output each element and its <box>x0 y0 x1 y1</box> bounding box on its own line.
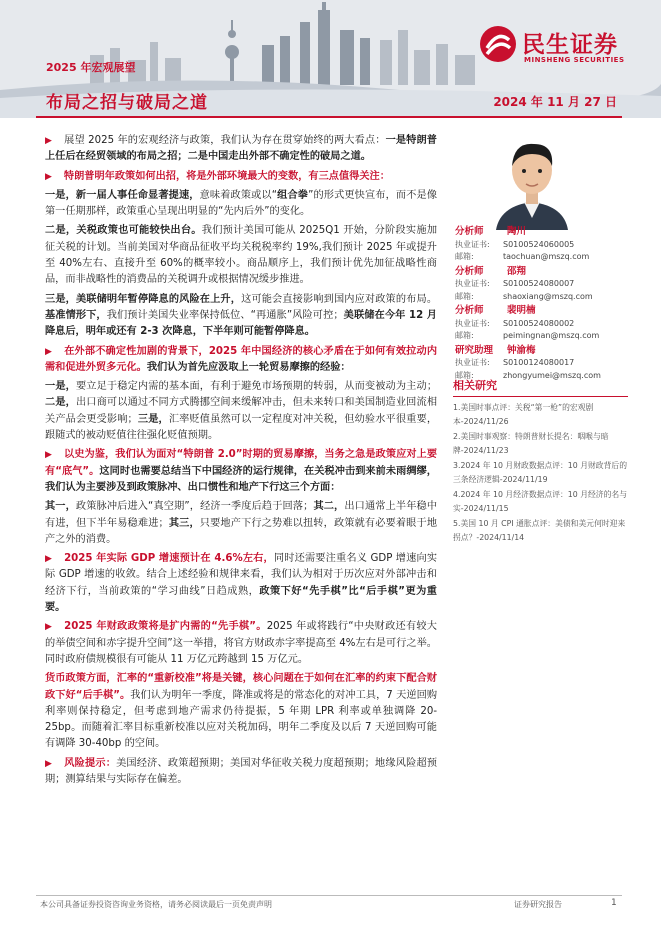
text-segment: 我们预计美国失业率保持低位、“再通胀”风险可控； <box>106 309 344 321</box>
text-segment-bold: 美联储在今年 12 月降息后，明年或还有 2-3 次降息，下半年则可能暂停降息。 <box>45 309 437 338</box>
analyst-name: 钟渝梅 <box>507 344 536 356</box>
text-segment-bold: 我们认为首先应汲取上一轮贸易摩擦的经验： <box>146 361 351 373</box>
text-segment-bold: 新一届人事任命显著提速， <box>75 189 200 201</box>
text-segment: 要立足于稳定内需的基本面，有利于避免市场预期的转弱，从而变被动为主动； <box>75 381 438 393</box>
email-label: 邮箱: <box>455 291 474 301</box>
paragraph-heading-trump <box>45 169 437 185</box>
text-segment-bold: 一是， <box>45 381 76 393</box>
bullet-triangle-icon: ▶ <box>45 136 53 146</box>
analyst-name: 邵翔 <box>507 265 527 277</box>
text-segment: 政策脉冲后进入“真空期”，经济一季度后趋于回落； <box>75 501 314 513</box>
text-segment-bold: 一是特朗普上任后在经贸领域的布局之招；二是中国走出外部不确定性的破局之道。 <box>45 135 437 163</box>
text-segment-bold: 基准情形下， <box>45 309 107 321</box>
page-number: 1 <box>611 898 617 908</box>
analyst-card <box>455 226 630 264</box>
bullet-triangle-icon: ▶ <box>45 171 52 182</box>
text-segment-bold: 一是， <box>45 189 76 201</box>
related-research-list <box>453 401 628 545</box>
paragraph-point-one <box>45 188 437 221</box>
text-segment: 意味着政策或以“ <box>199 189 278 201</box>
analyst-photo <box>488 126 576 230</box>
text-segment: 展望 2025 年的宏观经济与政策，我们认为存在贯穿始终的两大看点： <box>64 135 386 146</box>
text-segment-bold: 其二， <box>313 501 345 513</box>
text-segment-red: 货币政策方面，汇率的“重新校准”将是关键，核心问题在于如何在汇率的约束下配合财政下好“后手棋”。 <box>45 673 437 701</box>
bullet-triangle-icon: ▶ <box>45 758 53 769</box>
email-label: 邮箱: <box>455 252 474 261</box>
analyst-name: 陶川 <box>507 226 527 237</box>
cert-label: 执业证书: <box>455 358 490 367</box>
analyst-list <box>455 226 630 384</box>
text-segment-red: 2025 年实际 GDP 增速预计在 4.6%左右， <box>64 553 274 565</box>
text-segment: ”的形式更快宣布，而不是像第一任期那样，政策重心呈现出明显的“先内后外”的变化。 <box>45 189 438 218</box>
paragraph-history <box>45 447 437 496</box>
cert-number: S0100524060005 <box>503 239 575 249</box>
paragraph-fiscal <box>45 619 437 668</box>
cert-number: S0100524080007 <box>503 279 575 288</box>
text-segment-bold: 政策下好“先手棋”比“后手棋”更为重要。 <box>45 585 437 614</box>
analyst-email[interactable]: peimingnan@mszq.com <box>503 331 600 340</box>
text-segment-bold: 组合拳 <box>277 189 309 201</box>
related-research-link[interactable]: 1.美国时事点评：关税“第一枪”的宏观剧本-2024/11/26 <box>453 403 594 426</box>
text-segment: 只要地产下行之势难以扭转，政策就有必要着眼于地产之外的消费。 <box>45 517 438 545</box>
paragraph-lessons <box>45 379 437 444</box>
text-segment-red: 在外部不确定性加剧的背景下，2025 年中国经济的核心矛盾在于如何有效拉动内需和促进外贸多元化。 <box>45 345 438 373</box>
paragraph-intro <box>45 133 437 166</box>
analyst-role: 分析师 <box>455 265 484 277</box>
analyst-email[interactable]: taochuan@mszq.com <box>503 252 590 261</box>
text-segment-red: 2025 年财政政策将是扩内需的“先手棋”。 <box>64 621 267 633</box>
text-segment: 特朗普明年政策如何出招，将是外部环境最大的变数，有三点值得关注： <box>63 170 390 182</box>
paragraph-point-three <box>45 292 437 341</box>
cert-number: S0100124080017 <box>503 358 575 367</box>
related-research-link[interactable]: 4.2024 年 10 月经济数据点评：10 月经济的名与实-2024/11/15 <box>453 490 627 513</box>
related-research-link[interactable]: 5.美国 10 月 CPI 通胀点评：美债和美元何时迎来拐点？-2024/11/14 <box>453 519 626 542</box>
text-segment-bold: 三是， <box>137 413 169 425</box>
footer-disclaimer: 本公司具备证券投资咨询业务资格，请务必阅读最后一页免责声明 <box>40 900 272 909</box>
paragraph-monetary <box>45 671 437 752</box>
bullet-triangle-icon: ▶ <box>45 622 53 633</box>
bullet-triangle-icon: ▶ <box>45 450 52 461</box>
related-research-link[interactable]: 3.2024 年 10 月财政数据点评：10 月财政背后的三条经济逻辑-2024/11/19 <box>453 461 627 484</box>
report-title: 布局之招与破局之道 <box>46 93 208 113</box>
report-series: 2025 年宏观展望 <box>46 61 136 74</box>
paragraph-domestic-demand <box>45 344 437 377</box>
text-segment: 出口通常上半年稳中有进，但下半年易稳难进； <box>45 501 438 529</box>
bullet-triangle-icon: ▶ <box>45 554 53 565</box>
text-segment-red: 风险提示： <box>64 757 117 769</box>
email-label: 邮箱: <box>455 370 474 380</box>
text-segment-bold: 三是，美联储明年暂停降息的风险在上升， <box>45 293 242 305</box>
header-banner <box>0 0 661 118</box>
analyst-role: 研究助理 <box>455 344 494 356</box>
analyst-role: 分析师 <box>455 305 484 316</box>
company-logo <box>478 24 648 68</box>
report-body <box>45 133 437 791</box>
text-segment: 汇率贬值虽然可以一定程度对冲关税，但幼验水平很重要，跟随式的被动贬值往往强化贬值预期。 <box>45 413 438 442</box>
analyst-name: 裴明楠 <box>507 305 536 316</box>
text-segment: 我们预计美国可能从 2025Q1 开始，分阶段实施加征关税的计划。当前美国对华商品征收平均关税税率约 19%,我们预计 2025 年或提升至 40%左右、直接升至 60%的概率较小。商品顺序上，我们预计优先加征战略性商品，而非战略性的消费品的关税调升或根据情况缓步推进。 <box>45 225 438 286</box>
analyst-role: 分析师 <box>455 226 484 237</box>
text-segment: 同时还需要注重名义 GDP 增速向实际 GDP 增速的收敛。结合上述经验和规律来看，我们认为相对于历次应对外部冲击和经济下行，当前政策的“学习曲线”日趋成熟， <box>45 553 438 597</box>
related-research-title: 相关研究 <box>453 377 628 397</box>
text-segment: 出口商可以通过不同方式腾挪空间来缓解冲击，但未来转口和美国制造业回流相关产品会更受影响； <box>45 397 438 425</box>
text-segment-bold: 其一， <box>45 501 76 513</box>
text-segment-bold: 二是， <box>45 397 76 409</box>
analyst-email[interactable]: shaoxiang@mszq.com <box>503 291 593 301</box>
footer-divider <box>36 895 622 896</box>
logo-text-cn: 民生证券 <box>522 32 618 58</box>
text-segment: 美国经济、政策超预期；美国对华征收关税力度超预期；地缘风险超预期；测算结果与实际存在偏差。 <box>45 757 438 785</box>
paragraph-risk <box>45 756 437 789</box>
cert-label: 执业证书: <box>455 279 490 288</box>
email-label: 邮箱: <box>455 331 474 340</box>
text-segment-red: 以史为鉴，我们认为面对“特朗普 2.0”时期的贸易摩擦，当务之急是政策应对上要有“底气”。 <box>45 449 438 477</box>
related-research <box>453 377 628 546</box>
paragraph-gdp <box>45 551 437 616</box>
cert-label: 执业证书: <box>455 239 490 249</box>
paragraph-three-aspects <box>45 499 437 548</box>
logo-mark-icon <box>478 24 518 64</box>
text-segment: 我们认为明年一季度，降准或将是的常态化的对冲工具，7 天逆回购利率则保持稳定，但考虑到地产需求仍待提振，5 年期 LPR 利率或单独调降 20-25bp。而随着汇率目标重新校准以应对关税加码，明年二季度及以后 7 天逆回购可能有调降 30-40bp 的空间。 <box>45 689 438 750</box>
text-segment-bold: 二是，关税政策也可能较快出台。 <box>45 225 202 237</box>
text-segment: 2025 年或将践行“中央财政还有较大的举债空间和赤字提升空间”这一举措，将官方财政赤字率提高至 4%左右是可行之举。同时政府债规模很有可能从 11 万亿元跨越到 15 万亿元。 <box>45 621 437 665</box>
analyst-card <box>455 305 630 343</box>
text-segment: 这可能会直接影响到国内应对政策的布局。 <box>241 293 438 305</box>
footer-report-type: 证券研究报告 <box>514 900 562 909</box>
cert-label: 执业证书: <box>455 318 490 328</box>
cert-number: S0100524080002 <box>503 318 575 328</box>
analyst-card <box>455 266 630 304</box>
text-segment-bold: 这同时也需要总结当下中国经济的运行规律，在关税冲击到来前未雨绸缪，我们认为主要涉及到政策脉冲、出口惯性和地产下行这三个方面： <box>45 465 437 493</box>
paragraph-point-two <box>45 223 437 288</box>
report-date: 2024 年 11 月 27 日 <box>493 95 617 109</box>
logo-text-en: MINSHENG SECURITIES <box>524 56 625 64</box>
text-segment-bold: 其三， <box>168 517 200 529</box>
related-research-link[interactable]: 2.美国时事观察：特朗普财长提名：咽喉与暗牌-2024/11/23 <box>453 432 609 455</box>
header-divider <box>36 116 622 118</box>
analyst-email[interactable]: zhongyumei@mszq.com <box>503 370 601 380</box>
bullet-triangle-icon: ▶ <box>45 346 53 357</box>
